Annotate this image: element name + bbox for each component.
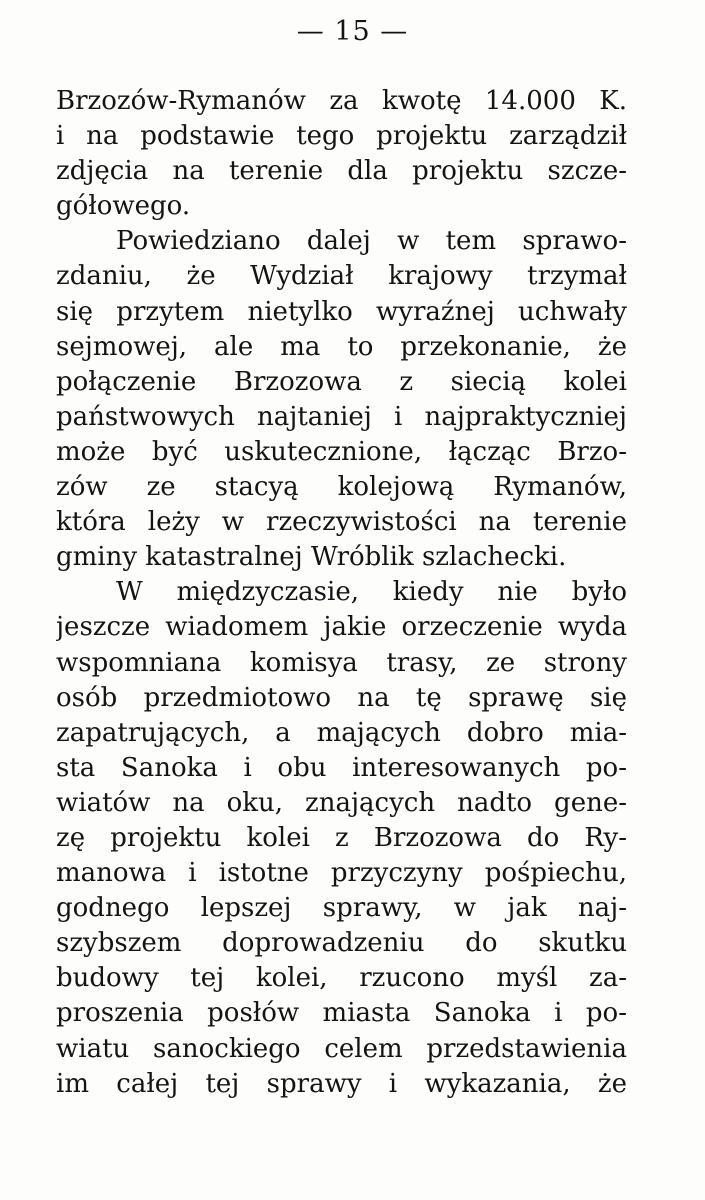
text-line: się przytem nietylko wyraźnej uchwały — [56, 296, 627, 327]
text-line: wiatu sanockiego celem przedstawienia — [56, 1033, 627, 1064]
text-line: zdjęcia na terenie dla projektu szcze- — [56, 156, 627, 187]
text-line: Powiedziano dalej w tem sprawo- — [116, 226, 627, 257]
text-line: i na podstawie tego projektu zarządził — [56, 121, 627, 152]
text-line: budowy tej kolei, rzucono myśl za- — [56, 963, 627, 994]
text-line: zów ze stacyą kolejową Rymanów, — [56, 472, 627, 503]
text-line: proszenia posłów miasta Sanoka i po- — [56, 998, 627, 1029]
text-line: szybszem doprowadzeniu do skutku — [56, 928, 627, 959]
text-line: sta Sanoka i obu interesowanych po- — [56, 752, 627, 783]
text-line: zę projektu kolei z Brzozowa do Ry- — [56, 822, 627, 853]
text-line: połączenie Brzozowa z siecią kolei — [56, 366, 627, 397]
text-line: która leży w rzeczywistości na terenie — [56, 507, 627, 538]
text-line: W międzyczasie, kiedy nie było — [116, 577, 627, 608]
text-line: gółowego. — [56, 191, 191, 222]
text-line: im całej tej sprawy i wykazania, że — [56, 1068, 627, 1099]
text-line: osób przedmiotowo na tę sprawę się — [56, 682, 627, 713]
page-number: — 15 — — [296, 16, 409, 47]
text-line: wspomniana komisya trasy, ze strony — [56, 647, 627, 678]
text-line: gminy katastralnej Wróblik szlachecki. — [56, 542, 567, 573]
text-line: państwowych najtaniej i najpraktyczniej — [56, 401, 627, 432]
text-line: Brzozów-Rymanów za kwotę 14.000 K. — [56, 86, 627, 116]
text-line: godnego lepszej sprawy, w jak naj- — [56, 893, 627, 924]
text-line: jeszcze wiadomem jakie orzeczenie wyda — [56, 612, 627, 643]
body-text — [56, 84, 627, 1102]
text-line: wiatów na oku, znających nadto gene- — [56, 787, 627, 818]
text-line: zdaniu, że Wydział krajowy trzymał — [56, 261, 627, 292]
text-line: zapatrujących, a mających dobro mia- — [56, 717, 627, 748]
text-line: może być uskutecznione, łącząc Brzo- — [56, 436, 627, 467]
text-line: manowa i istotne przyczyny pośpiechu, — [56, 858, 627, 889]
text-line: sejmowej, ale ma to przekonanie, że — [56, 331, 627, 362]
